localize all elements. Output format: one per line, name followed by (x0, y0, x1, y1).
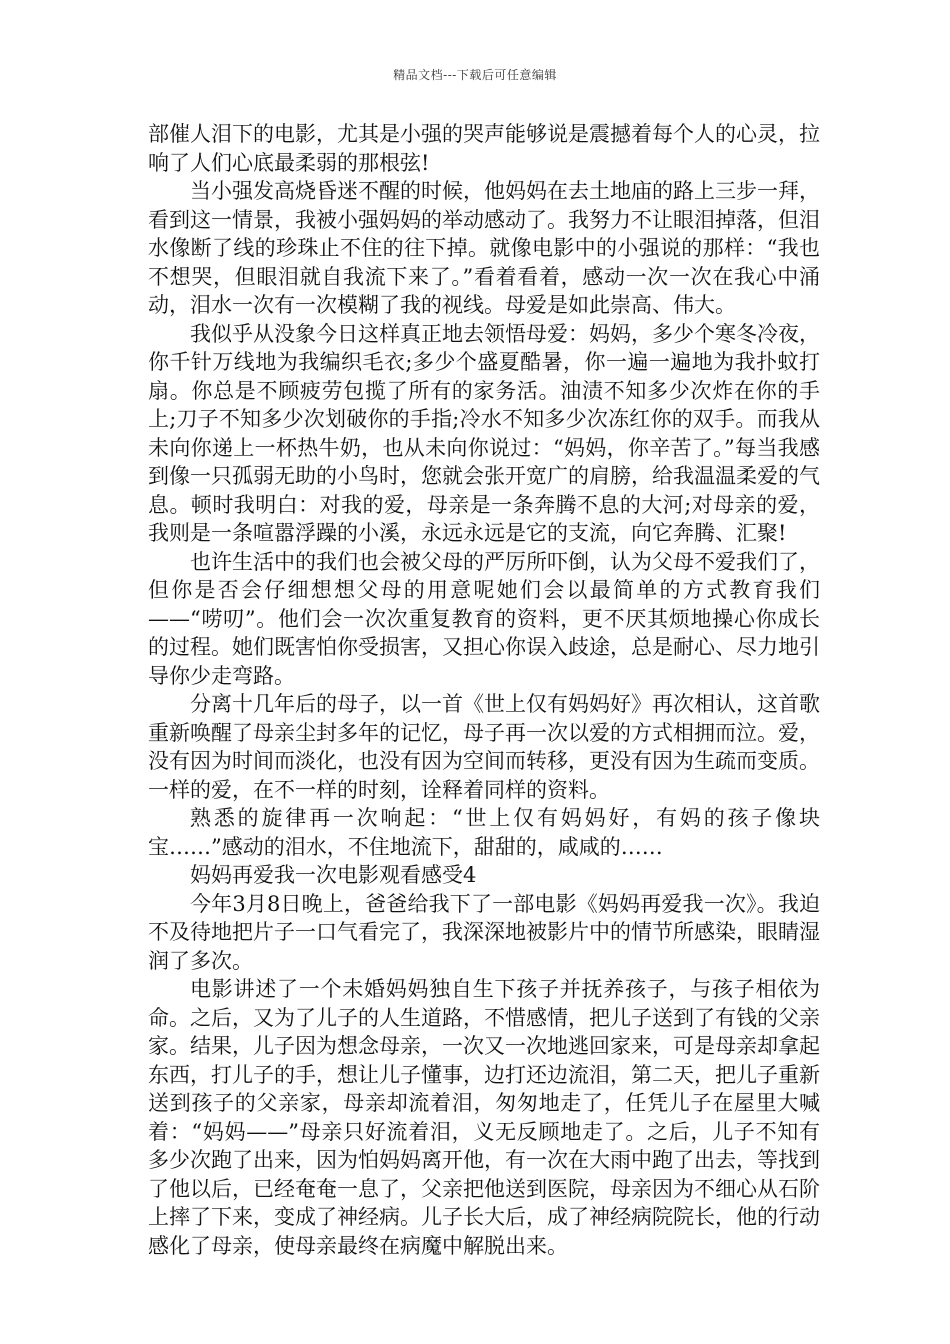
paragraph-4: 也许生活中的我们也会被父母的严厉所吓倒，认为父母不爱我们了，但你是否会仔细想想父母的用意呢她们会以最简单的方式教育我们——“唠叨”。他们会一次次重复教育的资料，更不厌其烦地操心你成长的过程。她们既害怕你受损害，又担心你误入歧途，总是耐心、尽力地引导你少走弯路。 (148, 549, 820, 688)
paragraph-6: 熟悉的旋律再一次响起：“世上仅有妈妈好，有妈的孩子像块宝……”感动的泪水，不住地流下，甜甜的，咸咸的…… (148, 806, 820, 859)
paragraph-2: 当小强发高烧昏迷不醒的时候，他妈妈在去土地庙的路上三步一拜，看到这一情景，我被小强妈妈的举动感动了。我努力不让眼泪掉落，但泪水像断了线的珍珠止不住的往下掉。就像电影中的小强说的那样：“我也不想哭，但眼泪就自我流下来了。”看着看着，感动一次一次在我心中涌动，泪水一次有一次模糊了我的视线。母爱是如此崇高、伟大。 (148, 179, 820, 317)
paragraph-3: 我似乎从没象今日这样真正地去领悟母爱：妈妈，多少个寒冬冷夜，你千针万线地为我编织毛衣;多少个盛夏酷暑，你一遍一遍地为我扑蚊打扇。你总是不顾疲劳包揽了所有的家务活。油渍不知多少次炸在你的手上;刀子不知多少次划破你的手指;冷水不知多少次冻红你的双手。而我从未向你递上一杯热牛奶，也从未向你说过：“妈妈，你辛苦了。”每当我感到像一只孤弱无助的小鸟时，您就会张开宽广的肩膀，给我温温柔爱的气息。顿时我明白：对我的爱，母亲是一条奔腾不息的大河;对母亲的爱，我则是一条喧嚣浮躁的小溪，永远永远是它的支流，向它奔腾、汇聚! (148, 321, 820, 545)
paragraph-8: 电影讲述了一个未婚妈妈独自生下孩子并抚养孩子，与孩子相依为命。之后，又为了儿子的人生道路，不惜感情，把儿子送到了有钱的父亲家。结果，儿子因为想念母亲，一次又一次地逃回家来，可是母亲却拿起东西，打儿子的手，想让儿子懂事，边打还边流泪，第二天，把儿子重新送到孩子的父亲家，母亲却流着泪，匆匆地走了，任凭儿子在屋里大喊着：“妈妈——”母亲只好流着泪，义无反顾地走了。之后，儿子不知有多少次跑了出来，因为怕妈妈离开他，有一次在大雨中跑了出去，等找到了他以后，已经奄奄一息了，父亲把他送到医院，母亲因为不细心从石阶上摔了下来，变成了神经病。儿子长大后，成了神经病院院长，他的行动感化了母亲，使母亲最终在病魔中解脱出来。 (148, 977, 820, 1258)
page-header: 精品文档---下载后可任意编辑 (393, 68, 557, 82)
document-body (148, 120, 820, 1260)
section-heading: 妈妈再爱我一次电影观看感受4 (190, 863, 477, 887)
paragraph-1: 部催人泪下的电影，尤其是小强的哭声能够说是震撼着每个人的心灵，拉响了人们心底最柔弱的那根弦! (148, 122, 820, 175)
paragraph-5: 分离十几年后的母子，以一首《世上仅有妈妈好》再次相认，这首歌重新唤醒了母亲尘封多年的记忆，母子再一次以爱的方式相拥而泣。爱，没有因为时间而淡化，也没有因为空间而转移，更没有因为生疏而变质。一样的爱，在不一样的时刻，诠释着同样的资料。 (148, 692, 820, 802)
paragraph-7: 今年3月8日晚上，爸爸给我下了一部电影《妈妈再爱我一次》。我迫不及待地把片子一口气看完了，我深深地被影片中的情节所感染，眼睛湿润了多次。 (148, 891, 820, 973)
